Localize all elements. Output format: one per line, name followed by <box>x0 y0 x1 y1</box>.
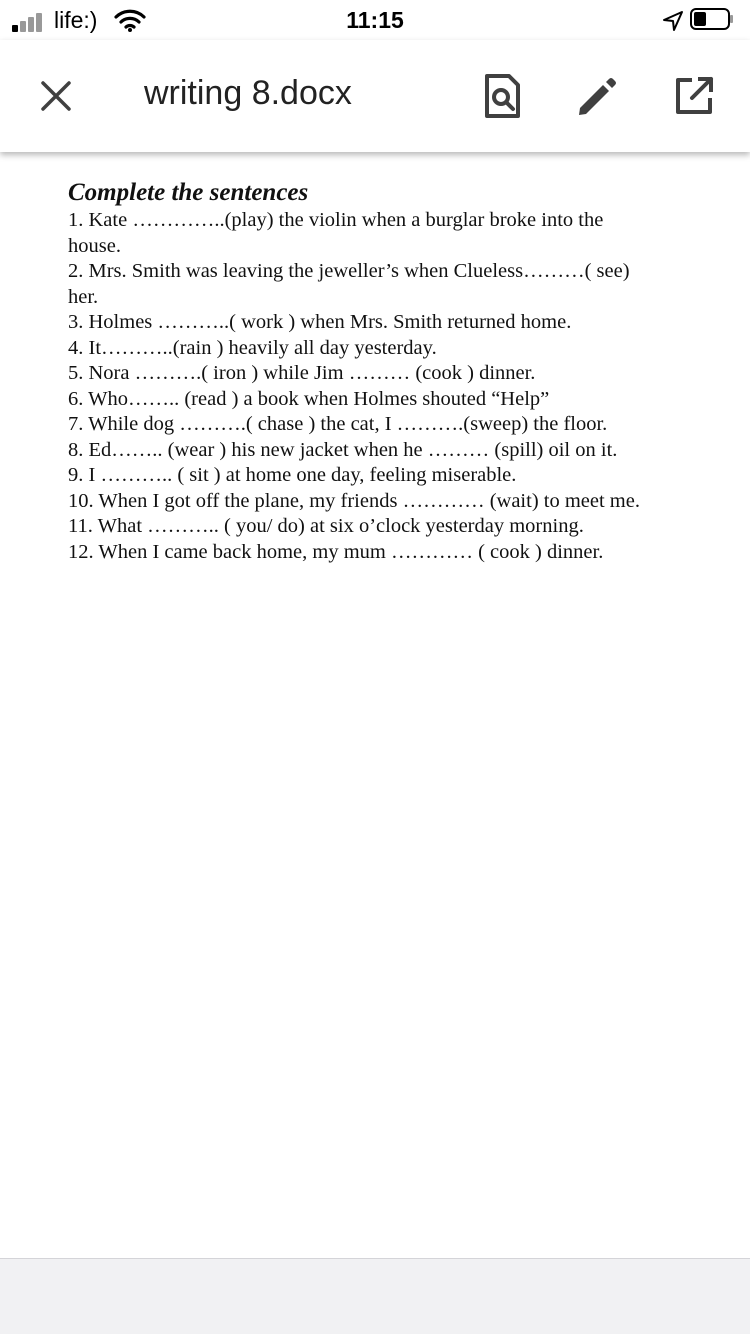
open-external-icon <box>668 70 720 122</box>
document-line: 7. While dog ……….( chase ) the cat, I ……….(sweep) the floor. <box>68 413 608 435</box>
open-external-button[interactable] <box>668 70 720 122</box>
document-line: 10. When I got off the plane, my friends ………… (wait) to meet me. <box>68 489 640 512</box>
document-page <box>68 178 708 565</box>
document-line: 1. Kate …………..(play) the violin when a burglar broke into the <box>68 209 604 231</box>
battery-icon <box>690 8 734 30</box>
document-line: 9. I ……….. ( sit ) at home one day, feeling miserable. <box>68 464 517 486</box>
document-line: 4. It………..(rain ) heavily all day yesterday. <box>68 336 437 359</box>
location-arrow-icon <box>662 10 684 32</box>
document-heading: Complete the sentences <box>68 179 309 206</box>
document-line: 8. Ed…….. (wear ) his new jacket when he ……… (spill) oil on it. <box>68 438 618 461</box>
document-line: her. <box>68 285 99 308</box>
document-line: 6. Who…….. (read ) a book when Holmes shouted “Help” <box>68 387 550 410</box>
close-icon <box>28 68 84 124</box>
document-title: writing 8.docx <box>144 74 352 112</box>
find-in-page-icon <box>476 70 528 122</box>
edit-button[interactable] <box>570 70 622 122</box>
close-button[interactable] <box>28 68 84 124</box>
document-line: 12. When I came back home, my mum ………… ( cook ) dinner. <box>68 540 604 563</box>
carrier-name: life:) <box>54 7 98 33</box>
document-line: 2. Mrs. Smith was leaving the jeweller’s when Clueless………( see) <box>68 260 630 282</box>
document-line: 3. Holmes ………..( work ) when Mrs. Smith returned home. <box>68 311 572 333</box>
status-bar <box>0 0 750 40</box>
bottom-area <box>0 1259 750 1334</box>
document-line: 11. What ……….. ( you/ do) at six o’clock yesterday morning. <box>68 515 584 537</box>
pencil-icon <box>570 70 622 122</box>
status-time: 11:15 <box>346 7 404 33</box>
find-in-page-button[interactable] <box>476 70 528 122</box>
document-line: 5. Nora ……….( iron ) while Jim ……… (cook ) dinner. <box>68 362 536 384</box>
document-line: house. <box>68 234 121 257</box>
app-header <box>0 40 750 152</box>
